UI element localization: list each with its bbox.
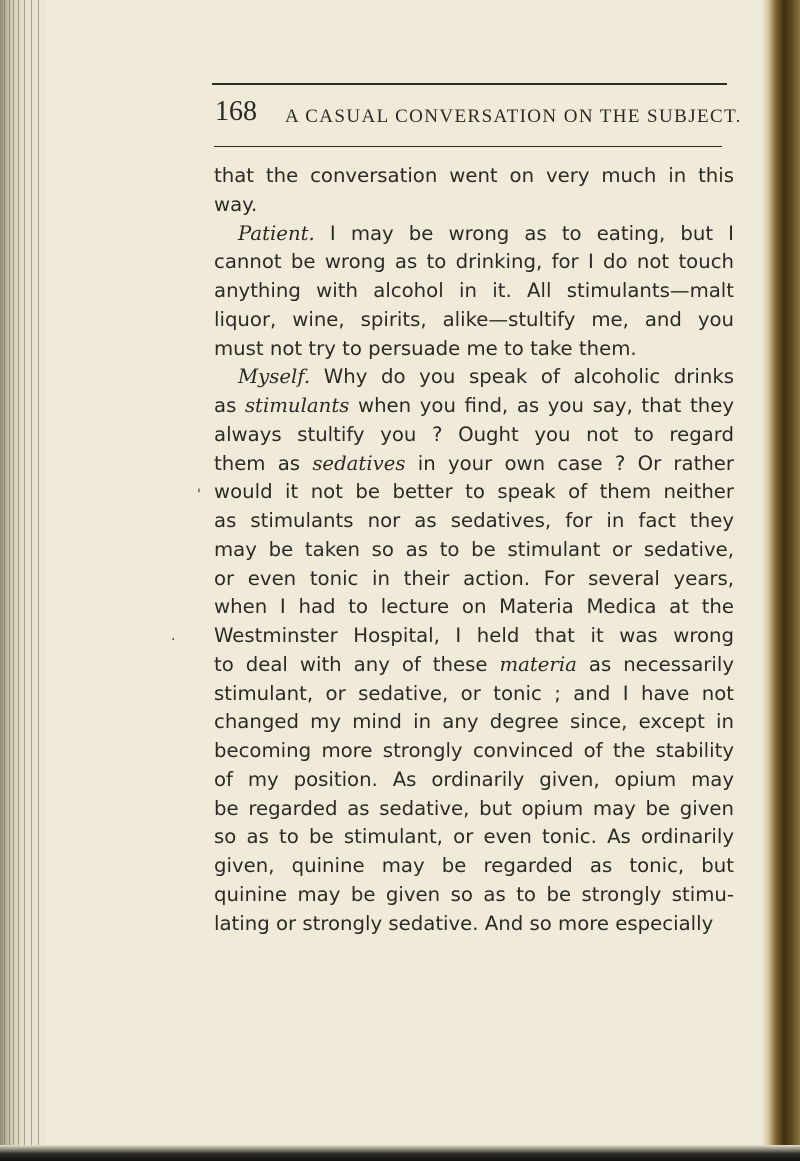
text-line <box>214 162 734 191</box>
text-line <box>214 852 734 881</box>
text-segment: Westminster Hospital, I held that it was wrong <box>214 624 734 647</box>
text-line <box>214 622 734 651</box>
text-segment: of my position. As ordinarily given, opium may <box>214 767 734 791</box>
text-line <box>214 737 734 766</box>
text-segment: I may be wrong as to eating, but I <box>314 221 734 245</box>
text-line <box>214 507 734 536</box>
text-segment: must not try to persuade me to take them. <box>214 336 637 360</box>
text-line <box>214 795 734 824</box>
italic-text: Patient. <box>238 221 315 245</box>
text-segment: anything with alcohol in it. All stimulants—malt <box>214 279 734 302</box>
text-line <box>214 191 734 220</box>
italic-text: sedatives <box>312 451 406 475</box>
text-segment: them as <box>214 451 313 475</box>
text-line <box>214 881 734 910</box>
text-segment: liquor, wine, spirits, alike—stultify me, and you <box>214 307 734 331</box>
text-segment: way. <box>214 192 258 216</box>
text-segment: so as to be stimulant, or even tonic. As ordinarily <box>214 825 734 849</box>
text-line <box>214 708 734 737</box>
italic-text: stimulants <box>244 394 350 417</box>
text-segment: Why do you speak of alcoholic drinks <box>310 365 734 389</box>
text-segment: when I had to lecture on Materia Medica at the <box>214 595 734 619</box>
text-line <box>214 478 734 507</box>
italic-text: Myself. <box>238 365 311 389</box>
text-segment: or even tonic in their action. For several years, <box>214 566 734 590</box>
page-bottom-edge <box>0 1145 800 1161</box>
margin-mark: ' <box>197 487 201 503</box>
text-segment: cannot be wrong as to drinking, for I do not touch <box>214 250 734 274</box>
text-line <box>214 421 734 450</box>
text-line <box>214 363 734 392</box>
running-head <box>215 96 742 132</box>
header-bottom-rule <box>214 146 722 147</box>
italic-text: materia <box>499 652 577 676</box>
text-segment: in your own case ? Or rather <box>405 451 734 475</box>
text-line <box>214 536 734 565</box>
header-top-rule <box>212 83 727 85</box>
text-segment: changed my mind in any degree since, except in <box>214 710 734 734</box>
text-segment: as stimulants nor as sedatives, for in fact they <box>214 509 734 532</box>
text-segment: may be taken so as to be stimulant or sedative, <box>214 537 734 561</box>
text-line <box>214 306 734 335</box>
text-segment: that the conversation went on very much in this <box>214 164 734 187</box>
text-line <box>214 335 734 364</box>
text-segment: always stultify you ? Ought you not to regard <box>214 422 734 446</box>
text-line <box>214 680 734 709</box>
text-segment: as necessarily <box>576 652 734 676</box>
text-segment: would it not be better to speak of them neither <box>214 480 734 504</box>
text-segment: as <box>214 394 245 417</box>
text-segment: stimulant, or sedative, or tonic ; and I have not <box>214 681 734 705</box>
text-segment: becoming more strongly convinced of the stability <box>214 739 734 762</box>
text-line <box>214 910 734 939</box>
text-line <box>214 766 734 795</box>
text-line <box>214 565 734 594</box>
text-line <box>214 220 734 249</box>
text-segment: be regarded as sedative, but opium may be given <box>214 796 734 820</box>
page-edge <box>762 0 800 1161</box>
text-line <box>214 392 734 421</box>
text-segment: quinine may be given so as to be strongly stimu- <box>214 882 734 906</box>
text-line <box>214 593 734 622</box>
body-text <box>214 162 734 938</box>
text-line <box>214 248 734 277</box>
text-line <box>214 823 734 852</box>
running-head-title: A CASUAL CONVERSATION ON THE SUBJECT. <box>285 106 742 127</box>
page-number: 168 <box>215 96 257 127</box>
binding-gutter <box>0 0 46 1161</box>
margin-mark: . <box>171 628 176 644</box>
text-segment: given, quinine may be regarded as tonic, but <box>214 854 734 877</box>
text-line <box>214 651 734 680</box>
text-line <box>214 450 734 479</box>
text-segment: to deal with any of these <box>214 652 500 676</box>
text-segment: when you find, as you say, that they <box>349 394 734 417</box>
text-line <box>214 277 734 306</box>
text-segment: lating or strongly sedative. And so more especially <box>214 911 714 935</box>
